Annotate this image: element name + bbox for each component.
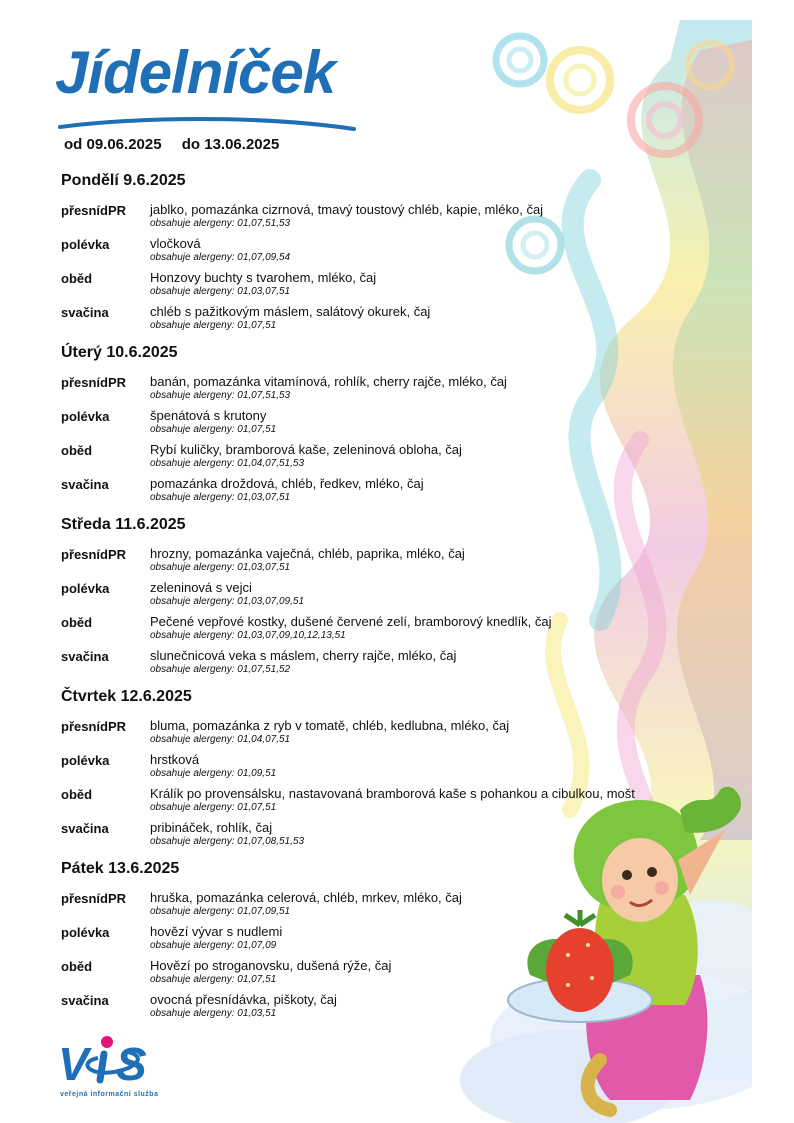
meal-row [61, 924, 661, 958]
date-range [64, 136, 279, 153]
meal-label: přesnídPR [61, 719, 127, 734]
meal-allergens: obsahuje alergeny: 01,03,51 [150, 1008, 277, 1019]
svg-text:S: S [116, 1038, 147, 1088]
meal-row [61, 718, 661, 752]
meal-label: svačina [61, 305, 109, 320]
meal-row [61, 614, 661, 648]
meal-label: oběd [61, 615, 93, 630]
meal-label: přesnídPR [61, 203, 127, 218]
meal-text: Hovězí po stroganovsku, dušená rýže, čaj [150, 958, 392, 973]
meal-label: polévka [61, 753, 110, 768]
meal-text: hruška, pomazánka celerová, chléb, mrkev, mléko, čaj [150, 890, 462, 905]
vis-logo [58, 1032, 168, 1088]
meal-text: hrstková [150, 752, 200, 767]
meal-row [61, 752, 661, 786]
meal-row [61, 890, 661, 924]
meal-text: Honzovy buchty s tvarohem, mléko, čaj [150, 270, 377, 285]
meal-text: bluma, pomazánka z ryb v tomatě, chléb, kedlubna, mléko, čaj [150, 718, 510, 733]
logo-tagline: veřejná informační služba [60, 1091, 159, 1098]
meal-allergens: obsahuje alergeny: 01,07,51 [150, 320, 277, 331]
meal-label: polévka [61, 925, 110, 940]
meal-text: Rybí kuličky, bramborová kaše, zeleninová obloha, čaj [150, 442, 462, 457]
meal-label: oběd [61, 787, 93, 802]
meal-label: svačina [61, 477, 109, 492]
meal-text: ovocná přesnídávka, piškoty, čaj [150, 992, 337, 1007]
meal-text: zeleninová s vejci [150, 580, 252, 595]
meal-row [61, 648, 661, 682]
meal-text: slunečnicová veka s máslem, cherry rajče, mléko, čaj [150, 648, 457, 663]
meal-allergens: obsahuje alergeny: 01,07,09,51 [150, 906, 291, 917]
meal-row [61, 408, 661, 442]
meal-label: svačina [61, 821, 109, 836]
weekly-menu [61, 172, 661, 1032]
svg-text:V: V [58, 1038, 89, 1088]
day-title: Středa 11.6.2025 [61, 516, 186, 533]
meal-allergens: obsahuje alergeny: 01,07,51,52 [150, 664, 291, 675]
day-title: Čtvrtek 12.6.2025 [61, 688, 192, 705]
meal-allergens: obsahuje alergeny: 01,04,07,51,53 [150, 458, 305, 469]
meal-label: přesnídPR [61, 547, 127, 562]
title-swoosh [58, 115, 358, 135]
meal-row [61, 476, 661, 510]
meal-row [61, 992, 661, 1026]
day-section [61, 172, 661, 338]
meal-allergens: obsahuje alergeny: 01,03,07,51 [150, 562, 291, 573]
meal-allergens: obsahuje alergeny: 01,04,07,51 [150, 734, 291, 745]
meal-text: pomazánka droždová, chléb, ředkev, mléko, čaj [150, 476, 424, 491]
meal-row [61, 580, 661, 614]
meal-allergens: obsahuje alergeny: 01,09,51 [150, 768, 277, 779]
date-from: od 09.06.2025 [64, 136, 162, 153]
meal-text: chléb s pažitkovým máslem, salátový okurek, čaj [150, 304, 431, 319]
meal-allergens: obsahuje alergeny: 01,07,08,51,53 [150, 836, 305, 847]
meal-text: vločková [150, 236, 201, 251]
meal-allergens: obsahuje alergeny: 01,07,51,53 [150, 218, 291, 229]
meal-text: Pečené vepřové kostky, dušené červené zelí, bramborový knedlík, čaj [150, 614, 552, 629]
meal-label: svačina [61, 649, 109, 664]
meal-label: přesnídPR [61, 375, 127, 390]
meal-allergens: obsahuje alergeny: 01,03,07,51 [150, 286, 291, 297]
meal-row [61, 236, 661, 270]
meal-label: oběd [61, 959, 93, 974]
meal-row [61, 958, 661, 992]
meal-text: Králík po provensálsku, nastavovaná bramborová kaše s pohankou a cibulkou, mošt [150, 786, 635, 801]
meal-row [61, 786, 661, 820]
meal-text: špenátová s krutony [150, 408, 267, 423]
meal-allergens: obsahuje alergeny: 01,07,51 [150, 424, 277, 435]
meal-label: polévka [61, 581, 110, 596]
meal-row [61, 270, 661, 304]
page-title: Jídelníček [55, 39, 336, 106]
meal-row [61, 442, 661, 476]
meal-text: hrozny, pomazánka vaječná, chléb, paprika, mléko, čaj [150, 546, 465, 561]
meal-label: polévka [61, 237, 110, 252]
meal-row [61, 304, 661, 338]
meal-text: jablko, pomazánka cizrnová, tmavý toustový chléb, kapie, mléko, čaj [150, 202, 544, 217]
meal-text: hovězí vývar s nudlemi [150, 924, 283, 939]
meal-row [61, 546, 661, 580]
meal-label: přesnídPR [61, 891, 127, 906]
meal-label: oběd [61, 271, 93, 286]
meal-label: svačina [61, 993, 109, 1008]
meal-text: banán, pomazánka vitamínová, rohlík, cherry rajče, mléko, čaj [150, 374, 507, 389]
meal-row [61, 374, 661, 408]
meal-allergens: obsahuje alergeny: 01,07,09,54 [150, 252, 291, 263]
meal-text: pribináček, rohlík, čaj [150, 820, 273, 835]
meal-label: polévka [61, 409, 110, 424]
meal-allergens: obsahuje alergeny: 01,07,51 [150, 974, 277, 985]
meal-allergens: obsahuje alergeny: 01,03,07,09,51 [150, 596, 305, 607]
meal-allergens: obsahuje alergeny: 01,03,07,51 [150, 492, 291, 503]
day-title: Pátek 13.6.2025 [61, 860, 180, 877]
meal-allergens: obsahuje alergeny: 01,07,51 [150, 802, 277, 813]
meal-allergens: obsahuje alergeny: 01,07,09 [150, 940, 277, 951]
day-section [61, 860, 661, 1026]
meal-row [61, 820, 661, 854]
day-title: Úterý 10.6.2025 [61, 344, 178, 361]
day-section [61, 344, 661, 510]
date-to: do 13.06.2025 [181, 136, 280, 153]
day-section [61, 688, 661, 854]
meal-label: oběd [61, 443, 93, 458]
meal-allergens: obsahuje alergeny: 01,03,07,09,10,12,13,51 [150, 630, 346, 641]
day-section [61, 516, 661, 682]
meal-allergens: obsahuje alergeny: 01,07,51,53 [150, 390, 291, 401]
meal-row [61, 202, 661, 236]
day-title: Pondělí 9.6.2025 [61, 172, 186, 189]
